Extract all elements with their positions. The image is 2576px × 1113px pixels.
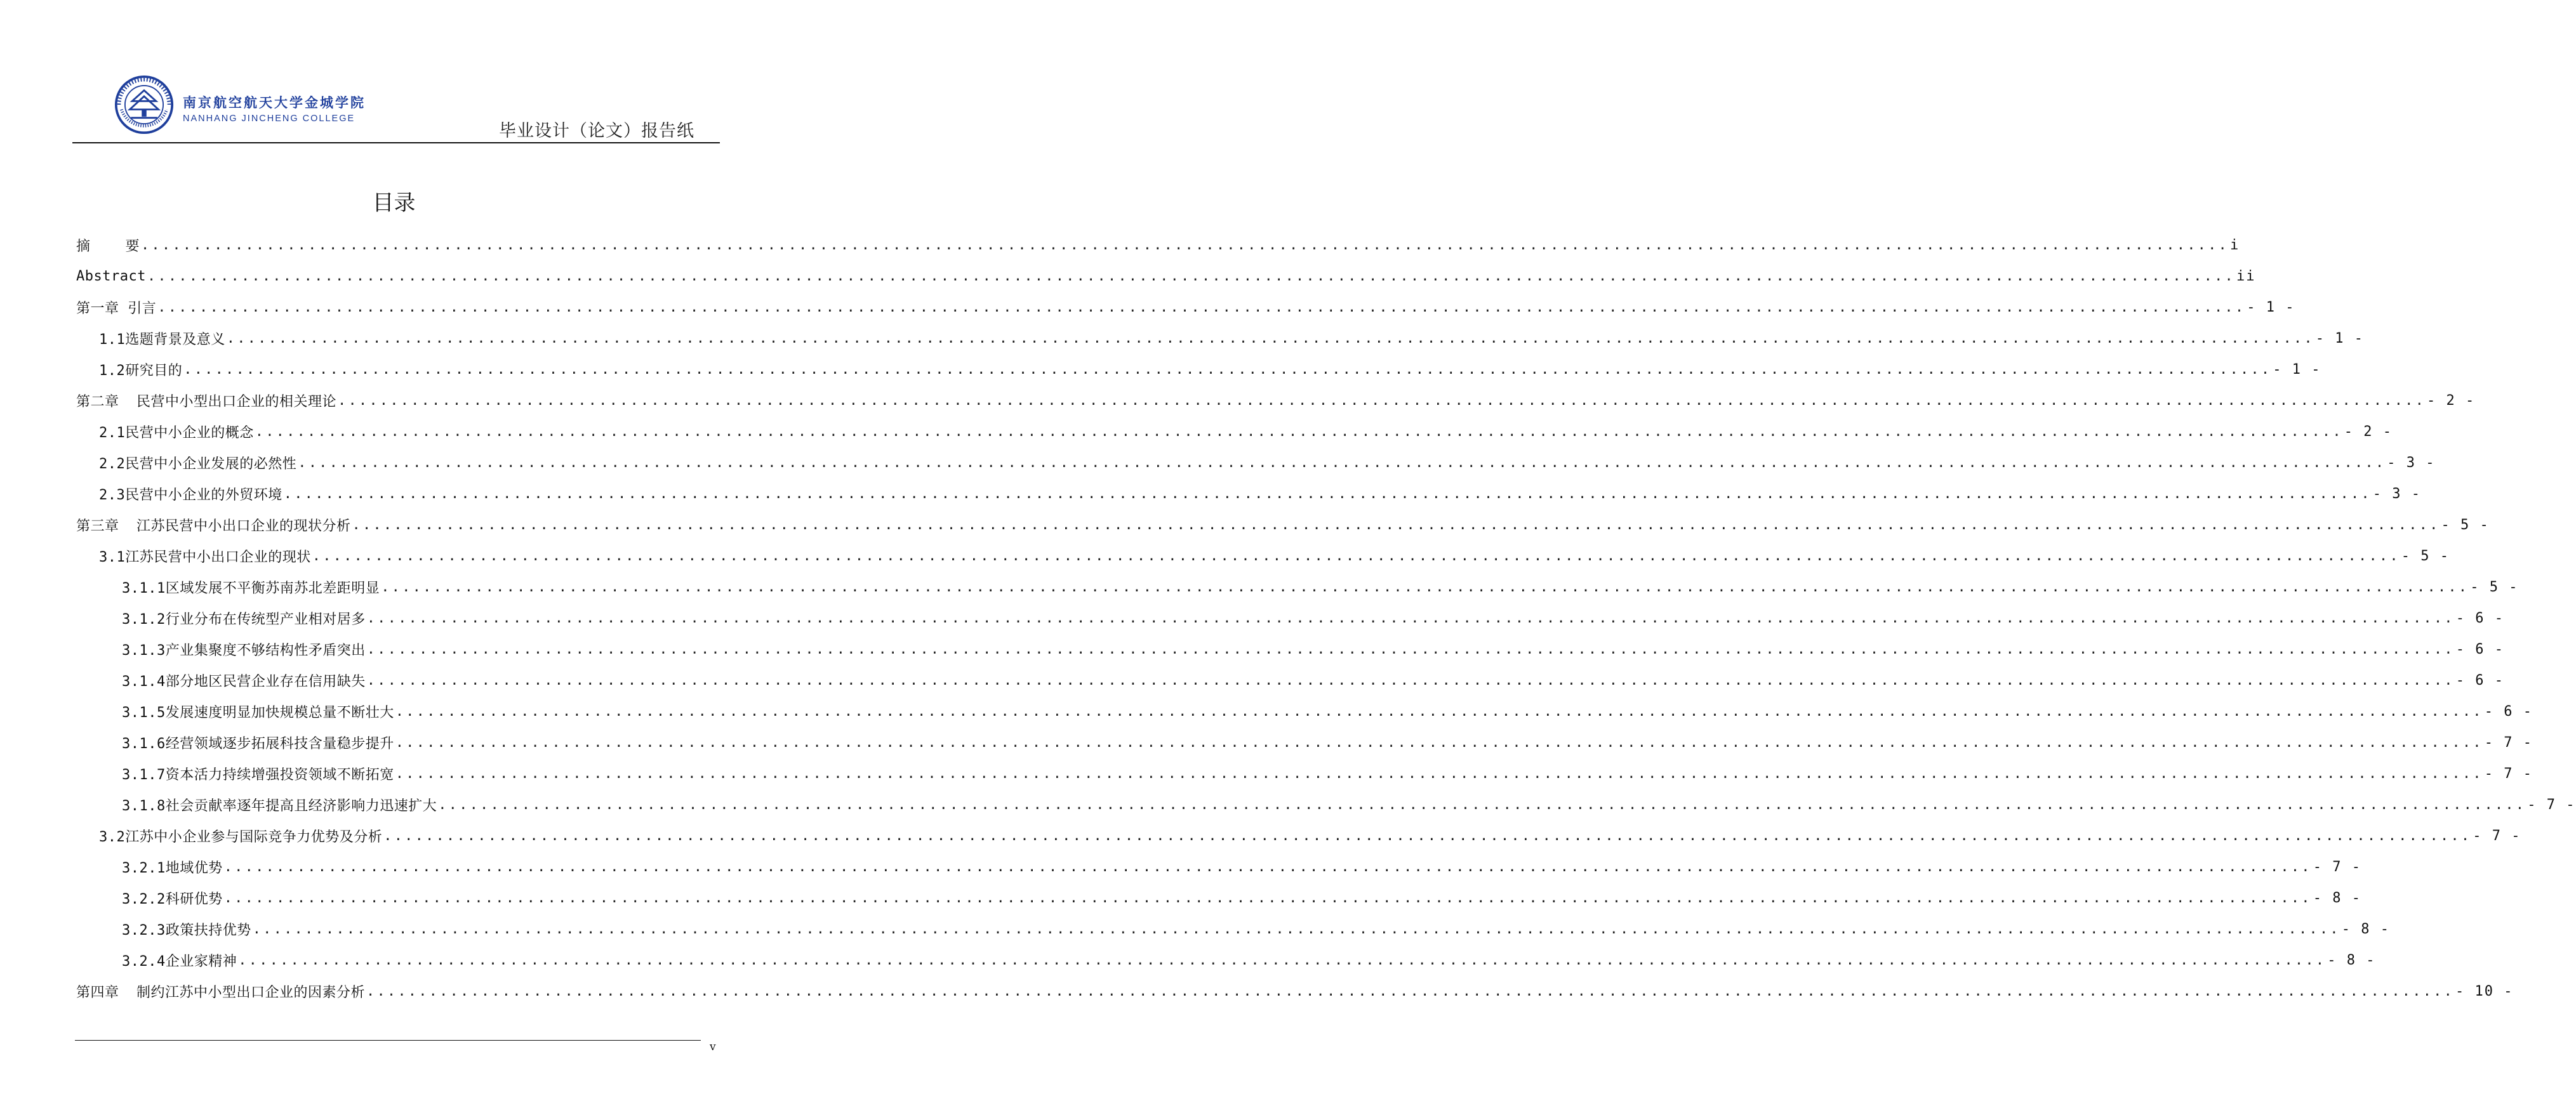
toc-entry-label: 第二章 民营中小型出口企业的相关理论 xyxy=(76,394,336,410)
toc-entry-label: 3.1.4部分地区民营企业存在信用缺失 xyxy=(122,674,366,690)
toc-entry-label: 3.1.3产业集聚度不够结构性矛盾突出 xyxy=(122,643,366,659)
toc-entry-label: 3.2.4企业家精神 xyxy=(122,954,237,970)
toc-leader-dots: ........................................................................................................................................................................................................ xyxy=(283,486,2372,502)
toc-entry[interactable] xyxy=(76,696,2533,727)
toc-entry[interactable] xyxy=(76,354,2321,385)
toc-entry-page: - 7 - xyxy=(2313,859,2361,875)
toc-entry-label: 1.1选题背景及意义 xyxy=(99,332,225,348)
toc-entry[interactable] xyxy=(76,820,2521,852)
toc-leader-dots: ........................................................................................................................................................................................................ xyxy=(252,921,2340,937)
toc-leader-dots: ........................................................................................................................................................................................................ xyxy=(395,766,2483,782)
footer-page-number: v xyxy=(710,1041,716,1053)
toc-entry-page: - 6 - xyxy=(2484,704,2533,720)
toc-leader-dots: ........................................................................................................................................................................................................ xyxy=(366,642,2455,657)
toc-leader-dots: ........................................................................................................................................................................................................ xyxy=(223,859,2312,875)
toc-entry-page: - 2 - xyxy=(2427,393,2476,409)
toc-entry-label: 3.2江苏中小企业参与国际竞争力优势及分析 xyxy=(99,829,383,845)
toc-entry-label: 3.1.6经营领域逐步拓展科技含量稳步提升 xyxy=(122,736,394,752)
toc-entry[interactable] xyxy=(76,572,2519,603)
toc-leader-dots: ........................................................................................................................................................................................................ xyxy=(183,362,2272,378)
toc-entry-page: - 3 - xyxy=(2387,455,2436,471)
toc-entry-label: 第四章 制约江苏中小型出口企业的因素分析 xyxy=(76,985,365,1001)
toc-entry-label: 摘 要 xyxy=(76,239,140,254)
toc-entry[interactable] xyxy=(76,323,2365,354)
toc-entry[interactable] xyxy=(76,634,2504,665)
college-logo-icon xyxy=(114,75,174,135)
toc-entry-label: 3.1.2行业分布在传统型产业相对居多 xyxy=(122,612,366,628)
toc-entry-page: - 5 - xyxy=(2401,548,2450,564)
toc-entry-label: 2.1民营中小企业的概念 xyxy=(99,425,254,441)
paper-label: 毕业设计（论文）报告纸 xyxy=(499,121,694,141)
toc-leader-dots: ........................................................................................................................................................................................................ xyxy=(223,890,2312,906)
table-of-contents xyxy=(76,230,2576,1007)
toc-entry-label: 3.1.7资本活力持续增强投资领域不断拓宽 xyxy=(122,767,394,783)
toc-entry-page: - 7 - xyxy=(2527,797,2576,813)
toc-leader-dots: ........................................................................................................................................................................................................ xyxy=(338,393,2426,409)
toc-leader-dots: ........................................................................................................................................................................................................ xyxy=(157,300,2246,315)
toc-leader-dots: ........................................................................................................................................................................................................ xyxy=(438,797,2526,813)
toc-entry[interactable] xyxy=(76,665,2504,696)
toc-entry-page: ii xyxy=(2236,268,2256,284)
toc-leader-dots: ........................................................................................................................................................................................................ xyxy=(312,548,2400,564)
toc-leader-dots: ........................................................................................................................................................................................................ xyxy=(255,424,2343,440)
toc-entry-label: 2.3民营中小企业的外贸环境 xyxy=(99,487,282,503)
toc-entry[interactable] xyxy=(76,945,2376,976)
toc-entry-page: - 5 - xyxy=(2470,579,2519,595)
toc-entry-label: 3.1.1区域发展不平衡苏南苏北差距明显 xyxy=(122,581,380,596)
toc-leader-dots: ........................................................................................................................................................................................................ xyxy=(366,984,2455,999)
toc-leader-dots: ........................................................................................................................................................................................................ xyxy=(238,952,2327,968)
toc-entry-label: 3.2.1地域优势 xyxy=(122,860,223,876)
toc-entry-page: - 6 - xyxy=(2455,610,2504,626)
toc-leader-dots: ........................................................................................................................................................................................................ xyxy=(147,268,2235,284)
toc-entry[interactable] xyxy=(76,758,2533,789)
toc-entry-page: - 8 - xyxy=(2327,952,2376,968)
toc-leader-dots: ........................................................................................................................................................................................................ xyxy=(140,237,2229,253)
page-header xyxy=(72,69,720,145)
toc-entry[interactable] xyxy=(76,789,2576,820)
toc-entry-page: - 1 - xyxy=(2247,300,2295,315)
toc-entry[interactable] xyxy=(76,230,2240,261)
toc-leader-dots: ........................................................................................................................................................................................................ xyxy=(366,610,2455,626)
toc-entry-page: - 10 - xyxy=(2455,984,2514,999)
toc-entry[interactable] xyxy=(76,852,2361,883)
toc-entry-label: 1.2研究目的 xyxy=(99,363,183,379)
toc-entry-page: - 7 - xyxy=(2484,766,2533,782)
toc-entry-label: 3.2.3政策扶持优势 xyxy=(122,923,251,938)
toc-leader-dots: ........................................................................................................................................................................................................ xyxy=(383,828,2472,844)
toc-entry[interactable] xyxy=(76,416,2393,447)
toc-entry[interactable] xyxy=(76,914,2390,945)
toc-entry-page: - 1 - xyxy=(2273,362,2321,378)
toc-entry-page: - 7 - xyxy=(2473,828,2521,844)
toc-entry-page: - 3 - xyxy=(2372,486,2422,502)
toc-entry-page: - 1 - xyxy=(2315,331,2365,346)
toc-entry-page: - 6 - xyxy=(2455,673,2504,688)
toc-leader-dots: ........................................................................................................................................................................................................ xyxy=(298,455,2386,471)
toc-entry-page: i xyxy=(2230,237,2240,253)
toc-entry-label: 3.1江苏民营中小出口企业的现状 xyxy=(99,550,311,565)
toc-entry-page: - 8 - xyxy=(2341,921,2390,937)
toc-entry-label: 第三章 江苏民营中小出口企业的现状分析 xyxy=(76,518,351,534)
toc-entry[interactable] xyxy=(76,541,2450,572)
toc-leader-dots: ........................................................................................................................................................................................................ xyxy=(352,517,2440,533)
toc-leader-dots: ........................................................................................................................................................................................................ xyxy=(395,704,2483,720)
toc-entry[interactable] xyxy=(76,727,2533,758)
college-name-en: NANHANG JINCHENG COLLEGE xyxy=(183,114,355,124)
toc-entry-label: 3.2.2科研优势 xyxy=(122,892,223,907)
toc-leader-dots: ........................................................................................................................................................................................................ xyxy=(226,331,2314,346)
toc-entry[interactable] xyxy=(76,603,2504,634)
toc-leader-dots: ........................................................................................................................................................................................................ xyxy=(366,673,2455,688)
toc-entry[interactable] xyxy=(76,447,2436,478)
toc-entry-page: - 6 - xyxy=(2455,642,2504,657)
toc-entry[interactable] xyxy=(76,385,2476,416)
toc-entry-label: Abstract xyxy=(76,268,146,284)
toc-entry[interactable] xyxy=(76,510,2490,541)
toc-entry-label: 第一章 引言 xyxy=(76,301,157,317)
page-title: 目录 xyxy=(372,190,416,216)
toc-entry[interactable] xyxy=(76,292,2295,323)
toc-entry[interactable] xyxy=(76,976,2514,1007)
toc-entry[interactable] xyxy=(76,261,2256,292)
toc-entry[interactable] xyxy=(76,883,2361,914)
toc-leader-dots: ........................................................................................................................................................................................................ xyxy=(381,579,2469,595)
toc-leader-dots: ........................................................................................................................................................................................................ xyxy=(395,735,2483,751)
toc-entry-label: 3.1.8社会贡献率逐年提高且经济影响力迅速扩大 xyxy=(122,798,437,814)
header-divider xyxy=(72,142,720,143)
toc-entry-label: 3.1.5发展速度明显加快规模总量不断壮大 xyxy=(122,705,394,721)
toc-entry-page: - 5 - xyxy=(2441,517,2490,533)
toc-entry[interactable] xyxy=(76,478,2422,510)
footer-divider xyxy=(75,1040,701,1041)
toc-entry-page: - 2 - xyxy=(2344,424,2393,440)
toc-entry-page: - 8 - xyxy=(2313,890,2361,906)
toc-entry-page: - 7 - xyxy=(2484,735,2533,751)
college-name-cn: 南京航空航天大学金城学院 xyxy=(183,95,366,110)
toc-entry-label: 2.2民营中小企业发展的必然性 xyxy=(99,456,297,472)
